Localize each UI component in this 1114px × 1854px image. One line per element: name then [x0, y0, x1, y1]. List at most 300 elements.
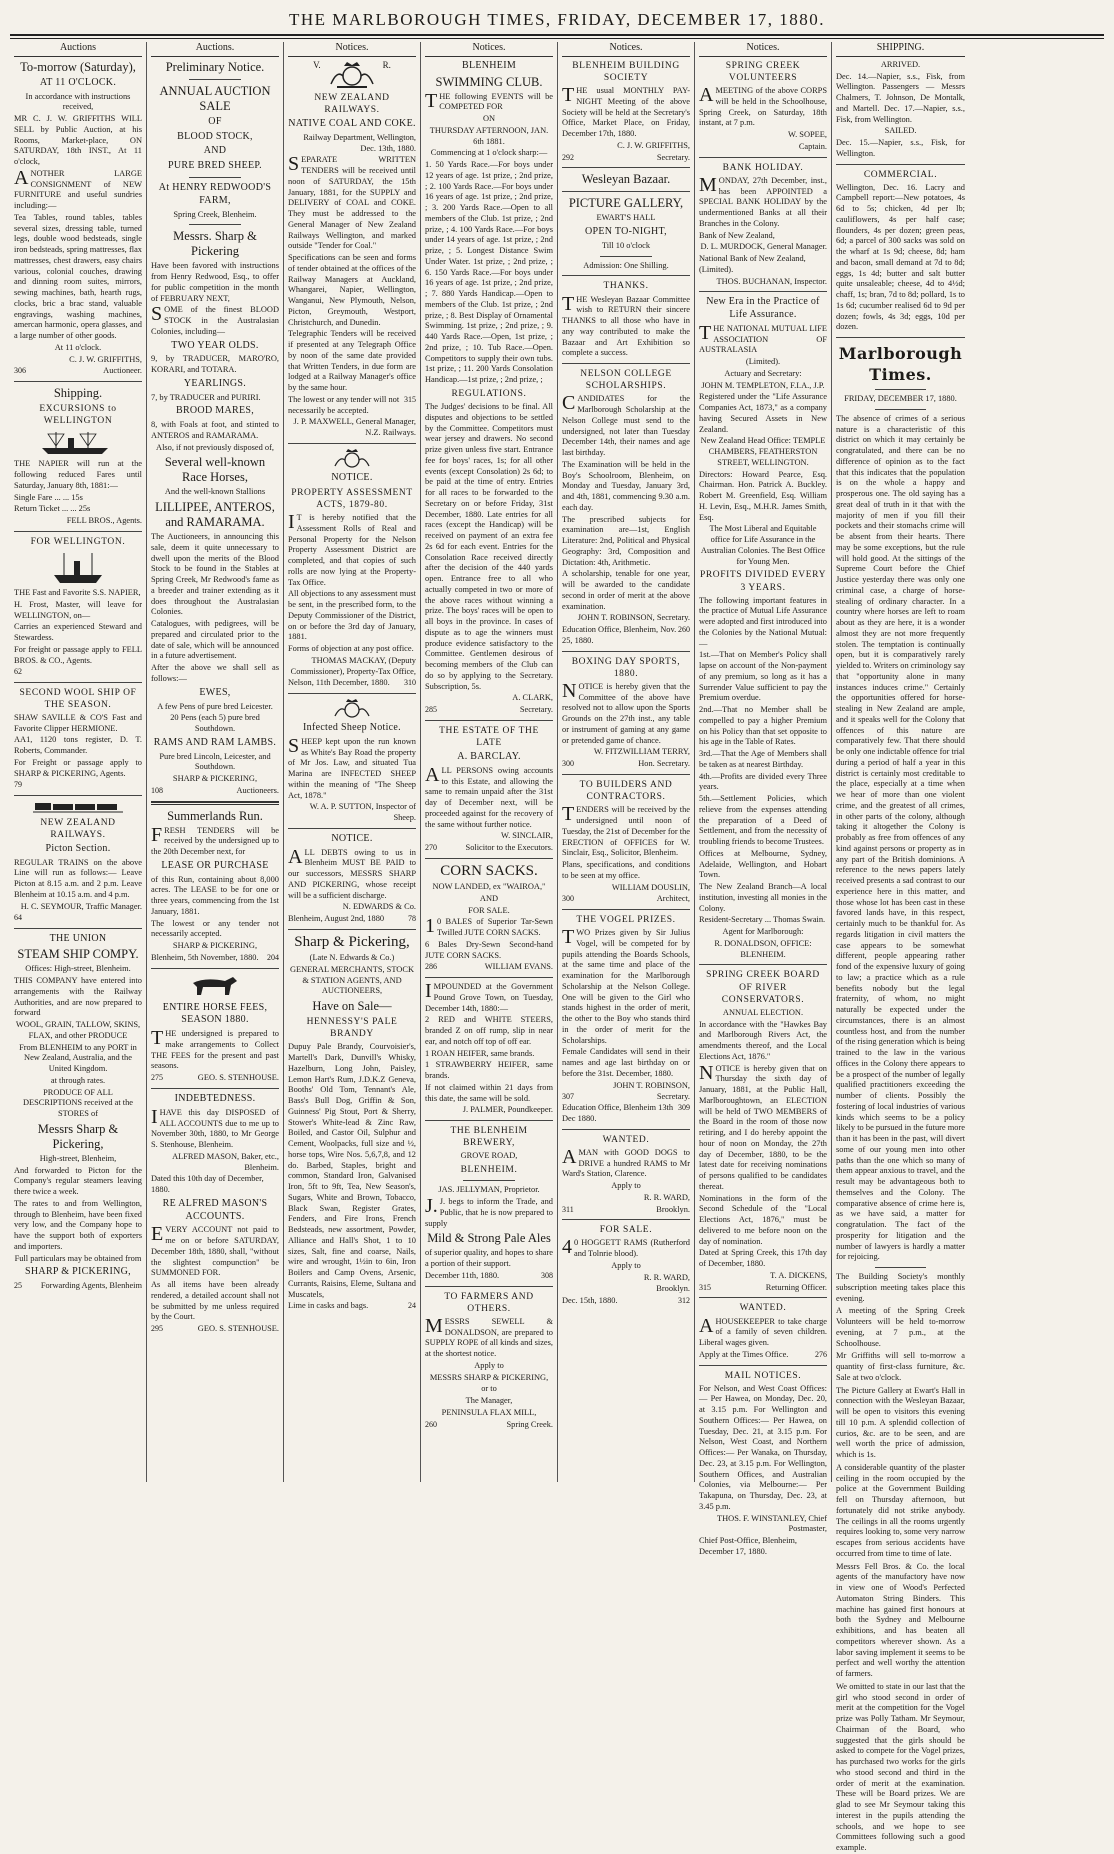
wanted-drover-ad [562, 1134, 690, 1216]
ad-text: At 11 o'clock. [54, 342, 102, 352]
ad-signature: N. EDWARDS & Co. [342, 902, 416, 912]
ad-text: at through rates. [50, 1075, 106, 1085]
ad-heading: INDEBTEDNESS. [174, 1092, 256, 1104]
divider [562, 191, 690, 192]
ad-ref: 286 [425, 962, 437, 972]
ad-text: PRODUCE OF ALL DESCRIPTIONS received at the STORES of [22, 1087, 134, 1119]
section-heading: COMMERCIAL. [863, 169, 938, 180]
ad-ref: 275 [151, 1073, 163, 1083]
ad-signature: Captain. [798, 141, 827, 151]
ad-heading: STEAM SHIP COMPY. [17, 947, 139, 962]
ad-heading: Summerlands Run. [167, 808, 263, 823]
ad-text: SOME of the finest BLOOD STOCK in the Australasian Colonies, including— [151, 303, 279, 336]
ad-heading: Have on Sale— [312, 999, 392, 1014]
blood-stock-sale-ad [151, 60, 279, 797]
commercial-news [836, 169, 965, 334]
ad-subheading: AT 11 O'CLOCK. [39, 76, 117, 88]
ad-text: ANNUAL ELECTION. [722, 1007, 804, 1017]
ad-text: FOR SALE. [468, 905, 510, 915]
ad-text: IHAVE this day DISPOSED of ALL ACCOUNTS due to me up to November 30th, 1880, to Mr George S. Stenhouse, Blenheim. [151, 1105, 279, 1149]
divider [14, 928, 142, 929]
ad-text: Plans, specifications, and conditions to be seen at my office. [562, 860, 690, 880]
divider [699, 157, 827, 158]
ad-ref: 292 [562, 152, 574, 162]
news-text: Dec. 14.—Napier, s.s., Fisk, from Wellington. Passengers — Messrs Chalmers, T. Johnson, De Montalk, and Martell. Dec. 17.—Napier, s.s., Fisk, from Wellington. [836, 71, 965, 124]
ad-ref: 64 [14, 913, 22, 923]
shipping-news [836, 60, 965, 160]
ad-text: Resident-Secretary ... Thomas Swain. [699, 915, 826, 925]
ad-text: 5th.—Settlement Policies, which relieve from the expenses attending the preparation of a Deed of Settlement, and from the necessity of troubling friends to become Trustees. [699, 794, 827, 847]
divider [699, 291, 827, 292]
ad-text: THIS COMPANY have entered into arrangements with the Railway Authorities, and are now prepared to forward [14, 976, 142, 1018]
ad-text: New Zealand Head Office: TEMPLE CHAMBERS, FEATHERSTON STREET, WELLINGTON. [700, 436, 826, 467]
ad-text: The prescribed subjects for examination are—1st, English Literature: 2nd, Political and Physical Geography: 3rd, Composition and Dictation: 4th, Arithmetic. [562, 514, 690, 567]
ad-signature: Architect, [656, 894, 690, 904]
column-2 [147, 42, 284, 1482]
ad-text: Registered under the "Life Assurance Companies Act, 1873," as a company having Secured Assets in New Zealand. [699, 392, 827, 434]
indebtedness-ad [151, 1093, 279, 1335]
column-heading: Auctions. [151, 42, 279, 57]
swimming-club-ad [425, 60, 553, 716]
ad-signature: A. CLARK, [512, 693, 553, 703]
ad-heading: Several well-known Race Horses, [164, 455, 266, 485]
ad-text: In accordance with the "Hawkes Bay and Marlborough Rivers Act, the amendments thereof, and the Local Elections Act, 1876." [699, 1019, 827, 1061]
ad-text: The New Zealand Branch—A local institution, investing all monies in the Colony. [699, 882, 827, 913]
ad-ref: 307 [562, 1092, 574, 1102]
ad-text: 10 BALES of Superior Tar-Sewn Twilled JUTE CORN SACKS. [425, 915, 553, 938]
divider [425, 720, 553, 721]
divider [288, 929, 416, 930]
ad-text: 7, by TRADUCER and PURIRI. [151, 392, 261, 402]
divider [425, 1120, 553, 1121]
ad-text: or to [481, 1384, 497, 1394]
ad-text: If not claimed within 21 days from this date, the same will be sold. [425, 1082, 553, 1103]
ad-signature: THOMAS MACKAY, (Deputy Commissioner), Property-Tax Office, [290, 655, 416, 676]
ad-signature: SHARP & PICKERING, [172, 774, 258, 784]
ad-subheading: OPEN TO-NIGHT, [585, 226, 667, 238]
ad-date: Blenheim, August 2nd, 1880 [288, 914, 385, 924]
ad-text: EWART'S HALL [596, 213, 656, 223]
ad-heading: MAIL NOTICES. [724, 1370, 802, 1381]
ad-text: In accordance with instructions received, [25, 91, 131, 112]
divider [875, 1267, 927, 1268]
ad-date: Dec. 15th, 1880. [562, 1296, 618, 1306]
vogel-prizes-ad [562, 914, 690, 1125]
ad-text: THURSDAY AFTERNOON, JAN. 6th 1881. [429, 125, 549, 146]
ad-date: Blenheim, 5th November, 1880. [151, 952, 259, 962]
ad-text: The rates to and from Wellington, through to Blenheim, have been fixed very low, and the Company hope to have the support both of exporters and importers. [14, 1198, 142, 1251]
column-1 [10, 42, 147, 1482]
ad-text: Agent for Marlborough: [722, 927, 804, 937]
builders-ad [562, 779, 690, 905]
editorial-masthead: Marlborough Times. [838, 344, 963, 384]
steamship-icon [14, 430, 142, 456]
ad-text: J.J. begs to inform the Trade, and Public, that he is now prepared to supply [425, 1195, 553, 1228]
ad-text: Apply to [611, 1181, 641, 1191]
divider [189, 224, 240, 225]
napier-ad [14, 536, 142, 678]
river-board-ad [699, 969, 827, 1293]
news-paragraph: The Building Society's monthly subscription meeting takes place this evening. [836, 1272, 965, 1303]
ad-heading: NEW ZEALAND RAILWAYS. [314, 92, 390, 115]
ad-signature: D. L. MURDOCK, General Manager. [700, 242, 827, 252]
ad-heading: BOXING DAY SPORTS, 1880. [571, 656, 681, 679]
column-heading: Notices. [562, 42, 690, 57]
ad-text: And the well-known Stallions [164, 487, 266, 497]
ad-ref: 204 [267, 952, 279, 962]
ad-text: GROVE ROAD, [460, 1151, 518, 1161]
ad-ref: 260 [425, 1419, 437, 1429]
ad-text: 9, by TRADUCER, MARO'RO, KORARI, and TOTARA. [151, 354, 279, 375]
ad-ref: 306 [14, 366, 26, 376]
ad-date: Dated this 10th day of December, 1880. [151, 1174, 264, 1194]
divider [189, 177, 240, 178]
divider [699, 964, 827, 965]
ad-heading: PICTURE GALLERY, [568, 196, 684, 211]
ad-text: 4th.—Profits are divided every Three years. [699, 771, 827, 792]
column-heading: SHIPPING. [836, 42, 965, 57]
ad-date: December 11th, 1880. [425, 1270, 500, 1280]
ad-text: MONDAY, 27th December, inst., has been APPOINTED a SPECIAL BANK HOLIDAY by the undermentioned Banks at all their Branches in the Colony. [699, 173, 827, 228]
ad-subheading: PROFITS DIVIDED EVERY 3 YEARS. [699, 570, 827, 593]
ad-heading: SWIMMING CLUB. [435, 74, 543, 89]
ad-text: NOW LANDED, ex "WAIROA," [432, 882, 546, 892]
ad-text: 3rd.—That the Age of Members shall be taken as at nearest Birthday. [699, 749, 827, 769]
divider [562, 651, 690, 652]
ad-subheading: Picton Section. [45, 842, 111, 854]
ad-text: ON [482, 114, 496, 124]
ad-ref: 315 [404, 394, 416, 404]
divider [288, 693, 416, 694]
ad-ref: 295 [151, 1324, 163, 1334]
divider [699, 1365, 827, 1366]
ad-heading: WANTED. [602, 1134, 650, 1145]
ad-subheading: EWES, [199, 686, 231, 698]
ad-text: Return Ticket ... ... 25s [14, 504, 91, 514]
ad-text: Actuary and Secretary: [724, 368, 802, 378]
ad-text: And forwarded to Picton for the Company's regular steamers leaving there twice a week. [14, 1165, 142, 1197]
ad-heading: New Era in the Practice of Life Assurance. [706, 296, 820, 321]
ad-signature: WILLIAM EVANS. [484, 962, 553, 972]
ad-text: OF [208, 115, 222, 127]
ad-text: 2nd.—That no Member shall be compelled to pay a higher Premium on his Policy than that set opposite to his age in the Table of Rates. [699, 705, 827, 747]
ad-heading: NELSON COLLEGE SCHOLARSHIPS. [580, 369, 672, 392]
column-6 [695, 42, 832, 1556]
ad-date: Dated at Spring Creek, this 17th day of December, 1880. [699, 1248, 827, 1269]
ad-heading: LILLIPEE, ANTEROS, and RAMARAMA. [155, 500, 275, 530]
ad-text: Full particulars may be obtained from [14, 1253, 142, 1263]
column-heading: Notices. [425, 42, 553, 57]
ad-signature: Auctioneer. [103, 366, 142, 376]
ad-date: Education Office, Blenheim 13th Dec 1880. [562, 1103, 674, 1123]
ad-heading: ENTIRE HORSE FEES, SEASON 1880. [162, 1001, 268, 1026]
ad-text: From BLENHEIM to any PORT in New Zealand, Australia, and the United Kingdom. [19, 1042, 137, 1074]
ad-text: IT is hereby notified that the Assessment Rolls of Real and Personal Property for the Nelson Property Assessment District are completed, and that copies of such rolls are now lying at the Property-Tax Office. [288, 511, 416, 587]
divider [425, 858, 553, 859]
ad-text: A scholarship, tenable for one year, will be awarded to the candidate second in order of merit at the above examination. [562, 569, 690, 611]
ad-heading: THANKS. [603, 281, 649, 292]
ad-text: AND [203, 145, 227, 157]
crest-letter: R. [382, 59, 391, 70]
divider [14, 531, 142, 532]
ad-signature: GEO. S. STENHOUSE. [197, 1073, 279, 1083]
ad-heading: TO FARMERS AND OTHERS. [444, 1291, 534, 1314]
ad-text: Directors: Howard Pearce, Esq. Chairman. Hon. Patrick A. Buckley. Robert M. Greenfield, Esq. William H. Levin, Esq., M.H.R. James Smith, Esq. [699, 469, 827, 522]
horse-fees-ad [151, 973, 279, 1084]
ad-text: EVERY ACCOUNT not paid to me on or before SATURDAY, December 18th, 1880, shall, "without the slightest compunction" be SUMMONED FOR. [151, 1223, 279, 1278]
ad-signature: Brooklyn. [656, 1204, 690, 1214]
steamship-icon [14, 551, 142, 585]
ad-text: 1 STRAWBERRY HEIFER, same brands. [425, 1060, 553, 1081]
divider [151, 968, 279, 969]
royal-crest-icon [288, 448, 416, 470]
divider [562, 1219, 690, 1220]
ad-signature: Auctioneers. [236, 785, 279, 795]
merchants-ad [288, 934, 416, 1312]
ad-signature: THOS. F. WINSTANLEY, Chief Postmaster, [716, 1513, 827, 1534]
ad-text: SEPARATE WRITTEN TENDERS will be received until noon of SATURDAY, the 15th January, 1881, for the SUPPLY and DELIVERY of COAL and COKE. They must be addressed to the General Manager of New Zealand Railways Wellington, and marked outside "Tender for Coal." [288, 153, 416, 251]
ad-heading: A. BARCLAY. [457, 751, 521, 763]
ad-text: Commencing at 1 o'clock sharp:— [430, 148, 548, 158]
section-subheading: SAILED. [884, 126, 917, 136]
divider [425, 1286, 553, 1287]
property-assessment-ad [288, 448, 416, 689]
ad-text: SHEEP kept upon the run known as White's Bay Road the property of Mr Jos. Law, and situated Tua Marina are INFECTED SHEEP within the meaning of "The Sheep Act, 1878." [288, 734, 416, 800]
ad-signature: Solicitor to the Executors. [465, 843, 553, 853]
scholarship-ad [562, 368, 690, 647]
divider [562, 774, 690, 775]
ad-date: Education Office, Blenheim, Nov. 25, 1880. [562, 625, 677, 645]
ad-text: JOHN M. TEMPLETON, F.I.A., J.P. [701, 380, 825, 390]
news-paragraph: A considerable quantity of the plaster ceiling in the room occupied by the police at the Government Building fell on Thursday afternoon, but fortunately did not strike anybody. The ceilings in all the rooms urgently requires looking to, some very narrow escapes from serious accidents have occurred from time to time of late. [836, 1462, 965, 1558]
news-paragraph: A meeting of the Spring Creek Volunteers will be held to-morrow evening, at 7 p.m., at the Schoolhouse. [836, 1306, 965, 1348]
ad-heading: BLENHEIM [461, 59, 517, 71]
barclay-estate-ad [425, 725, 553, 854]
divider [836, 164, 965, 165]
ad-subheading: RE ALFRED MASON'S ACCOUNTS. [162, 1197, 268, 1222]
ad-heading: SHARP & PICKERING, [25, 1266, 131, 1278]
ad-text: THE Fast and Favorite S.S. NAPIER, [14, 588, 141, 598]
ad-heading: Sharp & Pickering, [294, 933, 410, 950]
column-7 [832, 42, 969, 1853]
ad-text: The Manager, [465, 1396, 513, 1406]
ad-heading: BANK HOLIDAY. [722, 162, 804, 173]
ad-signature: W. A. P. SUTTON, Inspector of Sheep. [309, 802, 416, 823]
ad-text: Admission: One Shilling. [583, 260, 669, 270]
ad-text: ALL PERSONS owing accounts to this Estate, and allowing the same to remain unpaid after the 31st day of December next, will be proceeded against for the recovery of the same without further notice. [425, 763, 553, 829]
crest-letter: V. [313, 59, 321, 70]
ad-subheading: PROPERTY ASSESSMENT ACTS, 1879-80. [291, 487, 413, 510]
ad-heading: THE BLENHEIM BREWERY, [450, 1126, 528, 1149]
news-paragraph: The Picture Gallery at Ewart's Hall in connection with the Wesleyan Bazaar, will be open to visitors this evening till 10 p.m. A splendid collection of curios, &c. are to be seen, and are well worth the price of admission, which is 1s. [836, 1385, 965, 1460]
ad-heading: NOTICE. [331, 832, 373, 844]
ad-signature: GEO. S. STENHOUSE. [197, 1324, 279, 1334]
ad-signature: C. J. W. GRIFFITHS, [69, 354, 142, 364]
ad-text: For Freight or passage apply to SHARP & PICKERING, Agents. [14, 757, 142, 778]
ad-text: SHAW SAVILLE & CO'S Fast and Favorite Clipper HERMIONE. [14, 712, 142, 733]
ad-signature: J. P. MAXWELL, General Manager, N.Z. Railways. [293, 417, 416, 438]
news-text: Wellington, Dec. 16. Lacry and Campbell report:—New potatoes, 4s 6d to 5s; chicken, 4d per lb; cauliflowers, 4s per half case; flounders, 4s per dozen; green peas, 6d; a parcel of 300 sacks was sold on the wharf at 1s 9d; cheese, 8d; ham and bacon, small demand at 7d to 8d; eggs, 1s 4d; butter and salt butter quite unsaleable; cheese, 4d to 4½d; chaff, 1s; bran, 7d to 8d; pollard, 1s to 1s 6d; cucumber realised 6d to 9d per dozen; fowls, 4s 3d; eggs, 10d per dozen. [836, 182, 965, 332]
ad-heading: FOR SALE. [599, 1225, 653, 1236]
ad-text: REGULAR TRAINS on the above Line will run as follows:— Leave Picton at 8.15 a.m. and 2 p.m. Leave Blenheim at 10.15 a.m. and 4 p.m. [14, 857, 142, 899]
ad-ref: 300 [562, 894, 574, 904]
ad-text: NOTICE is hereby given that the Committee of the above have resolved not to allow upon the Sports Grounds on the 27th inst., any table or instrument of gaming at any game or pretended game of chance. [562, 679, 690, 745]
ad-text: (Limited). [745, 357, 781, 367]
ad-signature: J. PALMER, Poundkeeper. [462, 1105, 553, 1115]
royal-crest-icon [288, 60, 416, 90]
ad-text: Single Fare ... ... 15s [14, 492, 83, 502]
section-subheading: ARRIVED. [880, 59, 921, 69]
divider [562, 363, 690, 364]
divider [189, 79, 240, 80]
ad-text: WOOL, GRAIN, TALLOW, SKINS, FLAX, and other PRODUCE [15, 1020, 141, 1040]
ad-heading: CORN SACKS. [440, 862, 538, 879]
ad-text: Nominations in the form of the Second Schedule of the "Local Elections Act, 1876," must be delivered to me before noon on the day of nomination. [699, 1193, 827, 1246]
life-assurance-ad [699, 296, 827, 960]
ad-heading: ANNUAL AUCTION SALE [159, 83, 271, 113]
ad-signature: W. SINCLAIR, [500, 831, 553, 841]
ad-text: JAS. JELLYMAN, Proprietor. [438, 1185, 540, 1195]
ad-text: Telegraphic Tenders will be received if presented at any Telegraph Office by noon of the same date provided that Written Tenders, in due form are lodged at a Railway Manager's office by the same hour. [288, 329, 416, 393]
ad-signature: JOHN T. ROBINSON, [613, 1080, 690, 1090]
ad-text: THE Wesleyan Bazaar Committee wish to RETURN their sincere THANKS to all those who have in any way contributed to make the Bazaar and Art Exhibition so complete a success. [562, 292, 690, 358]
ad-text: 40 HOGGETT RAMS (Rutherford and Tolnrie blood). [562, 1236, 690, 1259]
railways-coal-ad [288, 60, 416, 439]
ad-signature: Secretary. [656, 1092, 690, 1102]
ad-text: Bank of New Zealand, [699, 230, 775, 240]
ad-ref: 310 [404, 678, 416, 688]
ad-text: AND [479, 893, 499, 903]
ad-text: All objections to any assessment must be sent, in the prescribed form, to the Deputy Commissioner of the District, on or before the 3rd day of January, 1881. [288, 589, 416, 642]
divider [875, 389, 927, 390]
ad-text: As all items have been already rendered, a detailed account shall not be submitted by me unless required by the Court. [151, 1280, 279, 1322]
railway-picton-ad [14, 800, 142, 924]
ad-text: GENERAL MERCHANTS, STOCK & STATION AGENTS, AND AUCTIONEERS, [289, 964, 414, 996]
ad-signature: R. R. WARD, [643, 1272, 690, 1282]
horse-icon [151, 973, 279, 999]
divider [14, 381, 142, 382]
debts-notice-ad [288, 833, 416, 925]
news-text: Dec. 15.—Napier, s.s., Fisk, for Wellington. [836, 138, 965, 158]
ad-text: Apply to [611, 1260, 641, 1270]
ad-text: Spring Creek, Blenheim. [173, 209, 257, 219]
ad-text: Lime in casks and bags. [288, 1301, 369, 1311]
column-3 [284, 42, 421, 1482]
ad-text: of this Run, containing about 8,000 acres. The LEASE to be for one or three years, commencing from the 1st January, 1881. [151, 874, 279, 916]
housekeeper-ad [699, 1302, 827, 1360]
ad-subheading: HENNESSY'S PALE BRANDY [306, 1017, 398, 1040]
ad-heading: NOTICE. [331, 471, 373, 483]
news-paragraph: Messrs Fell Bros. & Co. the local agents of the manufactory have now in view one of Wood's Perfected Automaton String Binders. This machine has gained first honours at both the Sydney and Melbourne exhibitions, and has beaten all competitors wherever shown. As a labor saving implement it seems to be perfect and well worthy the attention of farmers. [836, 1561, 965, 1679]
ad-text: IMPOUNDED at the Government Pound Grove Town, on Tuesday, December 14th, 1880:— [425, 980, 553, 1013]
ad-text: The lowest or any tender not necessarily accepted. [151, 918, 279, 939]
ad-ref: 24 [408, 1301, 416, 1311]
ad-text: Till 10 o'clock [601, 240, 651, 250]
ad-text: of superior quality, and hopes to share a portion of their support. [425, 1248, 553, 1269]
ad-heading: TO BUILDERS AND CONTRACTORS. [579, 779, 673, 803]
ad-heading: THE UNION [49, 932, 107, 944]
ad-subheading: RAMS AND RAM LAMBS. [153, 736, 277, 748]
ad-text: High-street, Blenheim, [39, 1153, 117, 1163]
divider [14, 795, 142, 796]
ad-ref: 309 [678, 1103, 690, 1113]
royal-crest-icon [288, 698, 416, 720]
editorial-text: The absence of crimes of a serious nature is a characteristic of this district on which it may certainly be congratulated, and there can be no difference of opinion as to the fact that this indicates that the population is on the whole a happy and prosperous one. The old saying has a great deal of truth in it that with the majority of men if you fill their pockets and their stomachs crime will be absent from their hearts. There may be some exceptions, but the rule will hold good. At the sittings of the Supreme Court before the Chief Justice yesterday there was only one criminal case, a charge of horse-stealing of ordinary character. In a country where horses are left to roam about as they are here, it is a wonder almost they are not more frequently stolen. The temptation is continually open, but it is comparatively rarely yielded to. Writers on criminology say that "opportunity alone in many instances induces crime." Certainly the opportunities offered for horse-stealing in New Zealand are ample, and it speaks well for the Colony that offences of this nature are comparatively few. That there should be only one indictable offence for trial during a period of half a year in this district is certainly most creditable to the place, especially at a time when we hear of more than one violent crime, and the greatest of all crimes, in other parts of the colony, although taking it altogether the Colony is probably as free from offences of any kind against persons or property as in any part of the British dominions. A reference to the news papers lately received presents a sad contrast to our experience here in this matter, and those whose lot has been cast in these favored lands have, in this respect, certainly much to be thankful for. As regards litigation in civil matters the case appears to be somewhat different, people appearing rather fond of the expensive luxury of going to law; a practice which as a rule benefits nobody but the legal fraternity, of whom, no might naturally be expected under the circumstances, there is an almost countless host, and from the number of the rising generation which is being trained to the law in the various offices in the Colony there appears to be a prospect of the number of legally qualified practitioners exceeding the number of clients. Possibly the fostering of local industries of various kinds which seems to be a policy likely to be pursued in the future more than it has been in the past, will divert some of our young men into other paths than the one which so many of them appear anxious to travel, and the result may be advantageous both to themselves and the Colony. The comparative absence of crime here is, as we have said, a matter for congratulation. The fact of the prosperity for litigation and the number of lawyers is hardly a matter for rejoicing. [836, 413, 965, 1262]
ad-heading: BLENHEIM BUILDING SOCIETY [572, 60, 680, 83]
building-society-ad [562, 60, 690, 164]
divider [836, 337, 965, 338]
ad-ref: 312 [678, 1296, 690, 1306]
column-heading: Notices. [288, 42, 416, 57]
columns [10, 42, 1104, 1853]
divider [151, 801, 279, 805]
ad-text: Have been favored with instructions from Henry Redwood, Esq., to offer for public competition in the month of FEBRUARY NEXT, [151, 261, 279, 303]
ad-text: FRESH TENDERS will be received by the undersigned up to the 20th December next, for [151, 823, 279, 857]
ad-text: 1. 50 Yards Race.—For boys under 12 years of age. 1st prize, ; 2nd prize, ; 2. 100 Yards Race.—For boys under 16 years of age. 1st prize, ; 2nd prize, ; 3. 200 Yards Race.—Open to all members of the Club. 1st prize, ; 2nd prize, ; 4. 100 Yards Race.—For boys under 14 years of age. 1st prize, ; 2nd prize, ; 5. Longest Distance Swim Under Water. 1st prize, ; 2nd prize, ; 6. 150 Yards Race.—For boys under 16 years of age. 1st prize, ; 2nd prize, ; 7. 880 Yards Handicap.—Open to members of the Club. 1st prize, ; 2nd prize, ; 8. Best Display of Ornamental Swimming. 1st prize, ; 2nd prize, ; 9. 440 Yards Race.—Open, 1st prize, ; 2nd prize, ; 10. Tub Race.—Open. Competitors to supply their own tubs. 1st prize, ; 11. 200 Yards Consolation Handicap.—1st prize, ; 2nd prize, ; [425, 160, 553, 385]
ad-signature: T. A. DICKENS, [770, 1270, 827, 1280]
hermione-ad [14, 687, 142, 791]
ad-text: THE usual MONTHLY PAY-NIGHT Meeting of the above Society will be held at the Secretary's Office, Market Place, on Friday, December 17th, 1880. [562, 84, 690, 139]
ad-subheading: TWO YEAR OLDS. [171, 339, 259, 351]
infected-sheep-ad [288, 698, 416, 824]
divider [151, 1088, 279, 1089]
ad-text: Pure bred Lincoln, Leicester, and Southdown. [159, 751, 271, 772]
divider [425, 977, 553, 978]
ad-text: For Nelson, and West Coast Offices:— Per Hawea, on Monday, Dec. 20, at 3.15 p.m. For Wellington and Southern Offices:— Per Hawea, on Tuesday, Dec. 21, at 3.15 p.m. For Nelson, West Coast, and Northern Offices:— Per Wanaka, on Thursday, Dec. 23, at 3.15 p.m. For Wellington, Southern Offices, and Australian Colonies, via Melbourne:— Per Takapuna, on Thursday, Dec. 23, at 3.45 p.m. [699, 1383, 827, 1511]
wesleyan-bazaar-ad [562, 172, 690, 271]
ad-ref: 270 [425, 843, 437, 853]
ad-heading: WANTED. [739, 1303, 787, 1314]
ad-heading: Wesleyan Bazaar. [581, 172, 671, 187]
train-icon [14, 800, 142, 814]
ad-text: H. Frost, Master, will leave for WELLINGTON, on— [14, 599, 142, 620]
ad-heading: Messrs Sharp & Pickering, [37, 1121, 119, 1151]
mail-notices-ad [699, 1370, 827, 1558]
ad-text: The Auctioneers, in announcing this sale, deem it quite unnecessary to dwell upon the merits of the Blood Stock to be found in the Stables at Spring Creek, Mr Redwood's fame as a breeder and trainer extending as it does throughout the Australasian Colonies. [151, 532, 279, 617]
ad-signature: Spring Creek. [506, 1419, 553, 1429]
ad-text: ALL DEBTS owing to us in Blenheim MUST BE PAID to our successors, MESSRS SHARP AND PICKERING, whose receipt will be a sufficient discharge. [288, 845, 416, 900]
ad-signature: FELL BROS., Agents. [66, 516, 142, 526]
ad-signature: R. R. WARD, [643, 1192, 690, 1202]
impounded-ad [425, 982, 553, 1116]
ad-text: THE NAPIER will run at the following reduced Fares until Saturday, January 8th, 1881:— [14, 459, 142, 490]
ad-text: At HENRY REDWOOD'S FARM, [158, 181, 272, 206]
ad-text: The Examination will be held in the Boy's Schoolroom, Blenheim, on Monday and Tuesday, January 3rd, and 4th, 1881, commencing 9.30 a.m. each day. [562, 459, 690, 512]
ad-text: PENINSULA FLAX MILL, [441, 1407, 537, 1417]
brewery-ad [425, 1125, 553, 1281]
ad-text: Specifications can be seen and forms of tender obtained at the offices of the Railway Managers at Auckland, Whangarei, Napier, Wellington, Wanganui, New Plymouth, Nelson, Picton, Greymouth, Westport, Christchurch, and Dunedin. [288, 253, 416, 327]
ad-text: 8, with Foals at foot, and stinted to ANTEROS and RAMARAMA. [151, 420, 279, 440]
ad-heading: BLENHEIM. [460, 1165, 518, 1176]
ad-date: Chief Post-Office, Blenheim, December 17, 1880. [699, 1536, 798, 1556]
ad-text: 6 Bales Dry-Sewn Second-hand JUTE CORN SACKS. [425, 939, 553, 960]
ad-text: Also, if not previously disposed of, [156, 442, 274, 452]
ad-ref: 79 [14, 780, 22, 790]
column-heading: Auctions [14, 42, 142, 57]
ad-heading: EXCURSIONS to WELLINGTON [39, 404, 117, 427]
ad-text: Forms of objection at any post office. [288, 644, 414, 654]
ad-text: AA1, 1120 tons register, D. T. Roberts, Commander. [14, 735, 142, 756]
boxing-day-ad [562, 656, 690, 770]
divider [14, 682, 142, 683]
ad-ref: 285 [425, 705, 437, 714]
ad-text: (Late N. Edwards & Co.) [309, 953, 395, 963]
column-heading: Notices. [699, 42, 827, 57]
editorial-date: FRIDAY, DECEMBER 17, 1880. [844, 394, 957, 404]
ad-text: TENDERS will be received by the undersigned until noon of Tuesday, the 21st of December for the ERECTION of OFFICES for W. Sinclair, Esq., Solicitor, Blenheim. [562, 803, 690, 858]
ad-signature: W. SOPEE, [787, 130, 827, 140]
ad-heading: SPRING CREEK VOLUNTEERS [725, 60, 801, 83]
